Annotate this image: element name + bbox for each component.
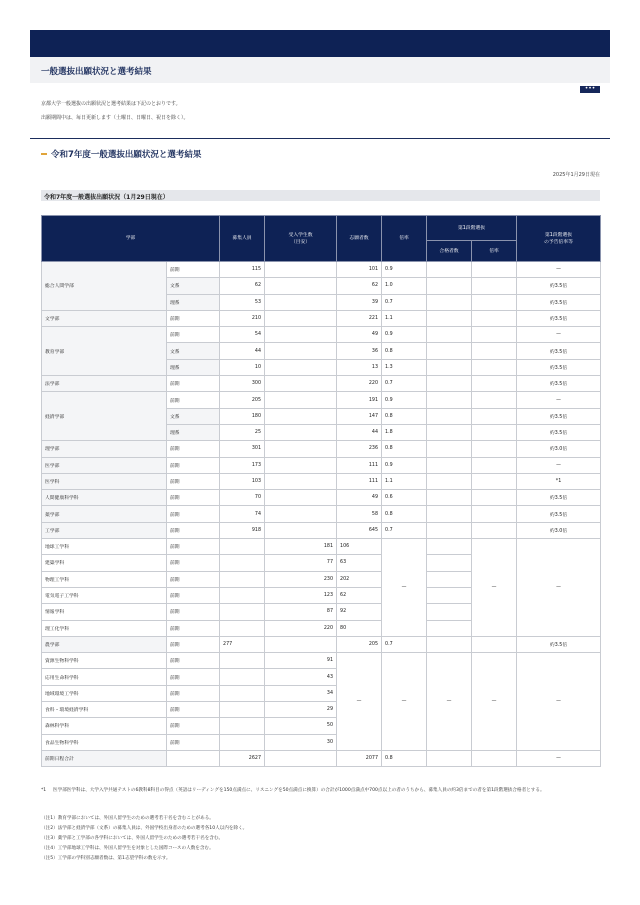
passed-cell xyxy=(427,294,472,310)
target-cell xyxy=(265,424,337,440)
dept-cell: 前期日程合計 xyxy=(42,750,167,766)
quota-cell xyxy=(220,669,265,685)
target-cell xyxy=(265,473,337,489)
stage1-ratio-cell xyxy=(472,457,517,473)
more-menu-button[interactable]: ••• xyxy=(580,86,600,93)
applicants-cell: 36 xyxy=(337,343,382,359)
stage1-ratio-cell xyxy=(472,636,517,652)
passed-cell xyxy=(427,539,472,555)
stage1-ratio-cell xyxy=(472,522,517,538)
quota-cell xyxy=(220,604,265,620)
header-faculty: 学部 xyxy=(42,216,220,262)
passed-cell xyxy=(427,424,472,440)
quota-cell: 277 xyxy=(220,636,265,652)
expected-cell: — xyxy=(517,327,601,343)
kind-cell: 前期 xyxy=(167,555,220,571)
target-cell xyxy=(265,522,337,538)
passed-cell xyxy=(427,636,472,652)
passed-cell xyxy=(427,457,472,473)
dept-cell: 情報学科 xyxy=(42,604,167,620)
kind-cell: 前期 xyxy=(167,653,220,669)
ratio-cell: 0.8 xyxy=(382,750,427,766)
stage1-ratio-cell xyxy=(472,473,517,489)
passed-cell xyxy=(427,376,472,392)
dept-cell: 教育学部 xyxy=(42,327,167,376)
stage1-ratio-cell xyxy=(472,392,517,408)
target-cell xyxy=(265,408,337,424)
stage1-ratio-cell xyxy=(472,750,517,766)
dept-cell: 地球工学科 xyxy=(42,539,167,555)
applicants-cell: 63 xyxy=(337,555,382,571)
applicants-cell: 202 xyxy=(337,571,382,587)
kind-cell: 前期 xyxy=(167,392,220,408)
dept-cell: 食品生物科学科 xyxy=(42,734,167,750)
dept-cell: 食料・環境経済学科 xyxy=(42,702,167,718)
note-item: （注1）教育学部においては、外国人留学生のための選考若干名を含むことがある。 xyxy=(41,816,214,821)
header-quota: 募集人員 xyxy=(220,216,265,262)
kind-cell: 前期 xyxy=(167,441,220,457)
kind-cell: 前期 xyxy=(167,522,220,538)
sub-cell: 文系 xyxy=(167,408,220,424)
kind-cell: 前期 xyxy=(167,685,220,701)
passed-cell xyxy=(427,473,472,489)
dept-cell: 総合人間学部 xyxy=(42,262,167,311)
applicants-cell: 58 xyxy=(337,506,382,522)
expected-cell: 約3.5倍 xyxy=(517,424,601,440)
applicants-cell: 39 xyxy=(337,294,382,310)
kind-cell xyxy=(167,750,220,766)
expected-cell: 約3.5倍 xyxy=(517,310,601,326)
passed-cell xyxy=(427,555,472,571)
kind-cell: 前期 xyxy=(167,604,220,620)
passed-cell xyxy=(427,327,472,343)
stage1-ratio-cell xyxy=(472,262,517,278)
note-item: （注2）法学部と経済学部（文系）の募集人員は、外国学校出身者のための選考各10人以内を除く。 xyxy=(41,826,248,831)
table-row xyxy=(42,490,601,506)
stage1-ratio-cell xyxy=(472,343,517,359)
expected-cell: 約3.5倍 xyxy=(517,278,601,294)
target-cell xyxy=(265,278,337,294)
target-cell: 50 xyxy=(265,718,337,734)
quota-cell xyxy=(220,587,265,603)
expected-cell: 約3.5倍 xyxy=(517,376,601,392)
table-row xyxy=(42,539,601,555)
target-cell xyxy=(265,310,337,326)
dept-cell: 文学部 xyxy=(42,310,167,326)
expected-cell: 約3.5倍 xyxy=(517,359,601,375)
ratio-cell: 0.7 xyxy=(382,636,427,652)
passed-cell xyxy=(427,262,472,278)
notes-list xyxy=(41,815,247,865)
expected-cell: — xyxy=(517,539,601,637)
kind-cell: 前期 xyxy=(167,620,220,636)
quota-cell xyxy=(220,734,265,750)
dept-cell: 法学部 xyxy=(42,376,167,392)
ratio-cell: 0.9 xyxy=(382,262,427,278)
stage1-ratio-cell xyxy=(472,424,517,440)
kind-cell: 前期 xyxy=(167,702,220,718)
applicants-cell: 111 xyxy=(337,457,382,473)
dept-cell: 電気電子工学科 xyxy=(42,587,167,603)
target-cell: 77 xyxy=(265,555,337,571)
table-subheading xyxy=(41,190,600,201)
dept-cell: 資源生物科学科 xyxy=(42,653,167,669)
stage1-ratio-cell xyxy=(472,294,517,310)
table-row xyxy=(42,506,601,522)
kind-cell: 前期 xyxy=(167,587,220,603)
kind-cell: 前期 xyxy=(167,327,220,343)
note-item: （注3）薬学部と工学部の各学科においては、外国人留学生のための選考若干名を含む。 xyxy=(41,836,224,841)
stage1-ratio-cell xyxy=(472,441,517,457)
passed-cell xyxy=(427,359,472,375)
passed-cell xyxy=(427,441,472,457)
target-cell xyxy=(265,327,337,343)
sub-cell: 理系 xyxy=(167,359,220,375)
dept-cell: 工学部 xyxy=(42,522,167,538)
dept-cell: 薬学部 xyxy=(42,506,167,522)
quota-cell: 2627 xyxy=(220,750,265,766)
table-row xyxy=(42,457,601,473)
target-cell xyxy=(265,506,337,522)
passed-cell xyxy=(427,571,472,587)
target-cell xyxy=(265,376,337,392)
sub-cell: 理系 xyxy=(167,424,220,440)
quota-cell xyxy=(220,539,265,555)
ratio-cell: 0.8 xyxy=(382,506,427,522)
expected-cell: 約3.5倍 xyxy=(517,490,601,506)
applicants-cell: 2077 xyxy=(337,750,382,766)
expected-cell: 約3.5倍 xyxy=(517,343,601,359)
header-ratio: 倍率 xyxy=(382,216,427,262)
ratio-cell: 0.9 xyxy=(382,327,427,343)
applicants-cell: 49 xyxy=(337,490,382,506)
ratio-cell: — xyxy=(382,539,427,637)
table-row xyxy=(42,392,601,408)
header-applicants: 志願者数 xyxy=(337,216,382,262)
target-cell: 123 xyxy=(265,587,337,603)
target-cell: 181 xyxy=(265,539,337,555)
applicants-cell: 49 xyxy=(337,327,382,343)
stage1-ratio-cell xyxy=(472,506,517,522)
applicants-cell: 236 xyxy=(337,441,382,457)
target-cell xyxy=(265,343,337,359)
dept-cell: 理工化学科 xyxy=(42,620,167,636)
applicants-cell: 101 xyxy=(337,262,382,278)
dept-cell: 医学部 xyxy=(42,457,167,473)
footnote-text: 医学部医学科は、大学入学共通テストの6教科8科目の得点（英語はリーディングを150点満点に、リスニングを50点満点に換算）の合計が1000点満点中700点以上の者のうちから、募集人員の約3倍までの者を第1段階選抜合格者とする。 xyxy=(53,788,545,793)
page-title: 一般選抜出願状況と選考結果 xyxy=(41,67,152,77)
stage1-ratio-cell xyxy=(472,490,517,506)
passed-cell xyxy=(427,750,472,766)
kind-cell: 前期 xyxy=(167,734,220,750)
stage1-ratio-cell xyxy=(472,327,517,343)
dept-cell: 地域環境工学科 xyxy=(42,685,167,701)
stage1-ratio-cell xyxy=(472,376,517,392)
table-row xyxy=(42,310,601,326)
expected-cell: — xyxy=(517,392,601,408)
stage1-ratio-cell xyxy=(472,278,517,294)
applicants-cell: 220 xyxy=(337,376,382,392)
quota-cell: 173 xyxy=(220,457,265,473)
table-row xyxy=(42,262,601,278)
target-cell: 230 xyxy=(265,571,337,587)
ratio-cell: 1.1 xyxy=(382,473,427,489)
passed-cell xyxy=(427,604,472,620)
target-cell xyxy=(265,392,337,408)
applicants-cell: 92 xyxy=(337,604,382,620)
target-cell: 220 xyxy=(265,620,337,636)
quota-cell xyxy=(220,555,265,571)
ratio-cell: 1.0 xyxy=(382,278,427,294)
ratio-cell: 1.3 xyxy=(382,359,427,375)
table-row xyxy=(42,522,601,538)
as-of-date: 2025年1月29日現在 xyxy=(552,172,600,178)
kind-cell: 前期 xyxy=(167,669,220,685)
expected-cell: — xyxy=(517,262,601,278)
application-status-table xyxy=(41,215,601,767)
kind-cell: 前期 xyxy=(167,457,220,473)
ratio-cell: 0.8 xyxy=(382,408,427,424)
kind-cell: 前期 xyxy=(167,490,220,506)
divider xyxy=(30,138,610,139)
table-row-total xyxy=(42,750,601,766)
quota-cell: 103 xyxy=(220,473,265,489)
stage1-ratio-cell: — xyxy=(472,653,517,751)
site-header-bar xyxy=(30,30,610,57)
dept-cell: 森林科学科 xyxy=(42,718,167,734)
ratio-cell: 0.7 xyxy=(382,294,427,310)
expected-cell: 約3.5倍 xyxy=(517,506,601,522)
dept-cell: 農学部 xyxy=(42,636,167,652)
quota-cell: 205 xyxy=(220,392,265,408)
dept-cell: 建築学科 xyxy=(42,555,167,571)
applicants-cell: 80 xyxy=(337,620,382,636)
ratio-cell: 0.8 xyxy=(382,343,427,359)
expected-cell: *1 xyxy=(517,473,601,489)
expected-cell: 約3.5倍 xyxy=(517,636,601,652)
footnote-1 xyxy=(41,787,601,795)
quota-cell xyxy=(220,620,265,636)
target-cell: 87 xyxy=(265,604,337,620)
quota-cell: 301 xyxy=(220,441,265,457)
kind-cell: 前期 xyxy=(167,506,220,522)
target-cell: 43 xyxy=(265,669,337,685)
kind-cell: 前期 xyxy=(167,718,220,734)
quota-cell: 74 xyxy=(220,506,265,522)
table-row xyxy=(42,327,601,343)
page-header xyxy=(30,57,610,83)
applicants-cell: — xyxy=(337,653,382,751)
table-row xyxy=(42,473,601,489)
applicants-cell: 13 xyxy=(337,359,382,375)
passed-cell xyxy=(427,506,472,522)
header-passed: 合格者数 xyxy=(427,241,472,262)
quota-cell xyxy=(220,702,265,718)
kind-cell: 前期 xyxy=(167,636,220,652)
applicants-cell: 44 xyxy=(337,424,382,440)
passed-cell xyxy=(427,490,472,506)
ratio-cell: 0.6 xyxy=(382,490,427,506)
ratio-cell: 0.7 xyxy=(382,376,427,392)
intro-line-2: 出願期間中は、毎日更新します（土曜日、日曜日、祝日を除く）。 xyxy=(41,115,189,121)
table-row xyxy=(42,653,601,669)
kind-cell: 前期 xyxy=(167,376,220,392)
ratio-cell: 1.1 xyxy=(382,310,427,326)
ratio-cell: 1.8 xyxy=(382,424,427,440)
ratio-cell: 0.9 xyxy=(382,392,427,408)
quota-cell: 62 xyxy=(220,278,265,294)
quota-cell: 44 xyxy=(220,343,265,359)
applicants-cell: 205 xyxy=(337,636,382,652)
passed-cell xyxy=(427,587,472,603)
note-item: （注4）工学部地球工学科は、外国人留学生を対象とした国際コースの人数を含む。 xyxy=(41,846,214,851)
quota-cell: 300 xyxy=(220,376,265,392)
stage1-ratio-cell: — xyxy=(472,539,517,637)
section-title-text: 令和7年度一般選抜出願状況と選考結果 xyxy=(51,150,202,160)
table-row xyxy=(42,636,601,652)
ratio-cell: 0.9 xyxy=(382,457,427,473)
kind-cell: 前期 xyxy=(167,571,220,587)
passed-cell xyxy=(427,278,472,294)
kind-cell: 前期 xyxy=(167,473,220,489)
expected-cell: — xyxy=(517,750,601,766)
applicants-cell: 62 xyxy=(337,278,382,294)
passed-cell xyxy=(427,620,472,636)
quota-cell: 70 xyxy=(220,490,265,506)
dept-cell: 医学科 xyxy=(42,473,167,489)
ratio-cell: — xyxy=(382,653,427,751)
quota-cell: 10 xyxy=(220,359,265,375)
quota-cell: 115 xyxy=(220,262,265,278)
applicants-cell: 191 xyxy=(337,392,382,408)
passed-cell: — xyxy=(427,653,472,751)
stage1-ratio-cell xyxy=(472,408,517,424)
dept-cell: 物理工学科 xyxy=(42,571,167,587)
expected-cell: 約3.0倍 xyxy=(517,441,601,457)
applicants-cell: 221 xyxy=(337,310,382,326)
header-stage1: 第1段階選抜 xyxy=(427,216,517,241)
target-cell: 91 xyxy=(265,653,337,669)
sub-cell: 文系 xyxy=(167,343,220,359)
quota-cell xyxy=(220,571,265,587)
dept-cell: 人間健康科学科 xyxy=(42,490,167,506)
stage1-ratio-cell xyxy=(472,310,517,326)
header-stage1-ratio: 倍率 xyxy=(472,241,517,262)
quota-cell: 53 xyxy=(220,294,265,310)
note-item: （注5）工学部の学科別志願者数は、第1志望学科の数を示す。 xyxy=(41,856,171,861)
dept-cell: 経済学部 xyxy=(42,392,167,441)
header-expected: 第1段階選抜 の予告倍率等 xyxy=(517,216,601,262)
expected-cell: — xyxy=(517,653,601,751)
expected-cell: 約3.5倍 xyxy=(517,408,601,424)
table-row xyxy=(42,376,601,392)
quota-cell xyxy=(220,718,265,734)
target-cell xyxy=(265,441,337,457)
quota-cell: 25 xyxy=(220,424,265,440)
target-cell xyxy=(265,262,337,278)
header-target: 受入学生数 （目安） xyxy=(265,216,337,262)
stage1-ratio-cell xyxy=(472,359,517,375)
applicants-cell: 106 xyxy=(337,539,382,555)
applicants-cell: 147 xyxy=(337,408,382,424)
passed-cell xyxy=(427,408,472,424)
target-cell: 29 xyxy=(265,702,337,718)
quota-cell: 180 xyxy=(220,408,265,424)
quota-cell xyxy=(220,685,265,701)
dept-cell: 応用生命科学科 xyxy=(42,669,167,685)
target-cell xyxy=(265,359,337,375)
target-cell xyxy=(265,457,337,473)
target-cell xyxy=(265,294,337,310)
quota-cell: 918 xyxy=(220,522,265,538)
passed-cell xyxy=(427,522,472,538)
quota-cell xyxy=(220,653,265,669)
expected-cell: 約3.5倍 xyxy=(517,294,601,310)
target-cell xyxy=(265,490,337,506)
passed-cell xyxy=(427,310,472,326)
table-subheading-text: 令和7年度一般選抜出願状況（1月29日現在） xyxy=(44,194,169,201)
quota-cell: 210 xyxy=(220,310,265,326)
target-cell: 30 xyxy=(265,734,337,750)
target-cell xyxy=(265,750,337,766)
ratio-cell: 0.8 xyxy=(382,441,427,457)
footnote-mark: *1 xyxy=(41,788,47,793)
passed-cell xyxy=(427,343,472,359)
target-cell xyxy=(265,636,337,652)
dept-cell: 理学部 xyxy=(42,441,167,457)
kind-cell: 前期 xyxy=(167,539,220,555)
expected-cell: — xyxy=(517,457,601,473)
ratio-cell: 0.7 xyxy=(382,522,427,538)
applicants-cell: 62 xyxy=(337,587,382,603)
section-title xyxy=(41,148,201,160)
sub-cell: 文系 xyxy=(167,278,220,294)
applicants-cell: 645 xyxy=(337,522,382,538)
quota-cell: 54 xyxy=(220,327,265,343)
table-row xyxy=(42,441,601,457)
passed-cell xyxy=(427,392,472,408)
kind-cell: 前期 xyxy=(167,262,220,278)
expected-cell: 約3.0倍 xyxy=(517,522,601,538)
sub-cell: 理系 xyxy=(167,294,220,310)
applicants-cell: 111 xyxy=(337,473,382,489)
intro-line-1: 京都大学一般選抜の出願状況と選考結果は下記のとおりです。 xyxy=(41,101,181,107)
kind-cell: 前期 xyxy=(167,310,220,326)
target-cell: 34 xyxy=(265,685,337,701)
